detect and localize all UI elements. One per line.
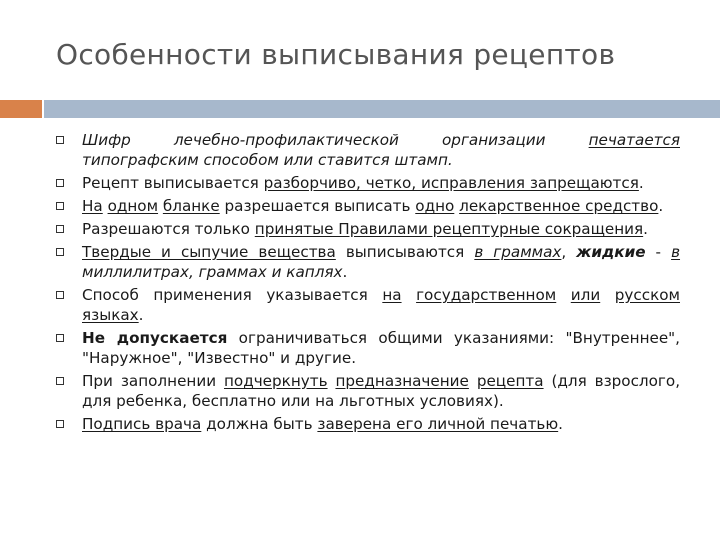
list-item-text: типографским способом или ставится штамп. xyxy=(82,151,453,169)
list-item-text: печатается xyxy=(588,131,680,149)
list-item-text: ограничиваться общими указаниями: "Внутреннее", "Наружное", "Известно" и другие. xyxy=(82,329,681,367)
list-item-text: государственном xyxy=(416,286,557,304)
list-item-text: . xyxy=(342,263,348,281)
list-item-text xyxy=(556,286,571,304)
square-bullet-icon xyxy=(56,291,64,299)
list-item-text: на xyxy=(382,286,402,304)
list-item-text: При заполнении xyxy=(82,372,224,390)
list-item-text: разрешается выписать xyxy=(219,197,416,215)
square-bullet-icon xyxy=(56,179,64,187)
list-item xyxy=(56,130,680,170)
list-item-text: выписываются xyxy=(335,243,475,261)
list-item-text: , xyxy=(561,243,577,261)
list-item-text: Подпись врача xyxy=(82,415,202,433)
accent-bar xyxy=(0,100,42,118)
list-item-text: подчеркнуть xyxy=(223,372,328,390)
list-item xyxy=(56,414,680,434)
list-item-text: . xyxy=(658,197,664,215)
list-item-text: На xyxy=(82,197,103,215)
list-item-text: принятые Правилами рецептурные сокращения xyxy=(254,220,644,238)
list-item-text: разборчиво, четко, исправления запрещаются xyxy=(263,174,639,192)
list-item xyxy=(56,173,680,193)
list-item xyxy=(56,219,680,239)
list-item-text: рецепта xyxy=(476,372,544,390)
square-bullet-icon xyxy=(56,248,64,256)
square-bullet-icon xyxy=(56,377,64,385)
list-item-text: Шифр лечебно-профилактической организации xyxy=(82,131,589,149)
list-item-text: . xyxy=(638,174,644,192)
square-bullet-icon xyxy=(56,334,64,342)
list-item-text: лекарственное средство xyxy=(459,197,659,215)
list-item-text: предназначение xyxy=(335,372,469,390)
list-item-text xyxy=(469,372,477,390)
list-item xyxy=(56,328,680,368)
title-divider-bar xyxy=(44,100,720,118)
list-item-text: Твердые и сыпучие вещества xyxy=(82,243,336,261)
list-item-text: одно xyxy=(415,197,455,215)
list-item-text: . xyxy=(558,415,563,433)
list-item-text: одном xyxy=(107,197,159,215)
bullet-list xyxy=(56,130,680,437)
list-item-text xyxy=(402,286,417,304)
list-item-text: Разрешаются только xyxy=(82,220,255,238)
list-item-text: (для взрослого, для ребенка, бесплатно или на льготных условиях). xyxy=(82,372,681,410)
list-item-text: Рецепт выписывается xyxy=(82,174,264,192)
list-item xyxy=(56,371,680,411)
list-item-text: или xyxy=(570,286,601,304)
list-item-text: жидкие xyxy=(576,243,646,261)
square-bullet-icon xyxy=(56,202,64,210)
list-item-text: заверена его личной печатью xyxy=(317,415,559,433)
list-item-text: Способ применения указывается xyxy=(82,286,383,304)
slide-title: Особенности выписывания рецептов xyxy=(56,38,616,71)
square-bullet-icon xyxy=(56,136,64,144)
list-item-text: - xyxy=(645,243,672,261)
list-item-text xyxy=(600,286,615,304)
list-item-text: миллилитрах, граммах и каплях xyxy=(82,263,343,281)
list-item-text: в граммах xyxy=(474,243,562,261)
square-bullet-icon xyxy=(56,225,64,233)
list-item-text: бланке xyxy=(162,197,220,215)
list-item xyxy=(56,242,680,282)
list-item-text: Не допускается xyxy=(82,329,228,347)
list-item xyxy=(56,196,680,216)
list-item-text: должна быть xyxy=(201,415,318,433)
list-item-text: русском языках xyxy=(82,286,680,324)
list-item xyxy=(56,285,680,325)
list-item-text: . xyxy=(643,220,648,238)
list-item-text: . xyxy=(138,306,144,324)
list-item-text: в xyxy=(671,243,681,261)
square-bullet-icon xyxy=(56,420,64,428)
